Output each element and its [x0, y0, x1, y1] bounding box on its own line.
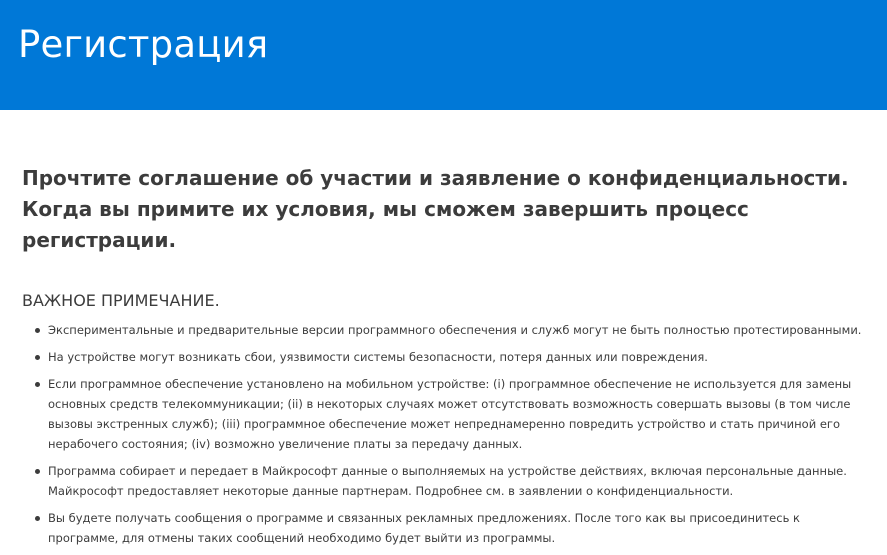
- list-item: [0, 508, 887, 548]
- list-item: [0, 374, 887, 454]
- page-header: [0, 0, 887, 110]
- list-item-text: Если программное обеспечение установлено на мобильном устройстве: (i) программное обеспечение не используется для замены основных средств телекоммуникации; (ii) в некоторых случаях может отсутствовать возможность совершать вызовы (в том числе вызовы экстренных служб); (iii) программное обеспечение может непреднамеренно повредить устройство и стать причиной его нерабочего состояния; (iv) возможно увеличение платы за передачу данных.: [48, 377, 852, 451]
- bullet-icon: [35, 469, 40, 474]
- list-item-text: Вы будете получать сообщения о программе и связанных рекламных предложениях. После того как вы присоединитесь к программе, для отмены таких сообщений необходимо будет выйти из программы.: [48, 511, 800, 545]
- bullet-icon: [35, 355, 40, 360]
- bullet-icon: [35, 382, 40, 387]
- list-item: [0, 347, 887, 367]
- important-note-heading: ВАЖНОЕ ПРИМЕЧАНИЕ.: [22, 291, 220, 310]
- list-item-text: Программа собирает и передает в Майкрософт данные о выполняемых на устройстве действиях, включая персональные данные. Майкрософт предоставляет некоторые данные партнерам. Подробнее см. в заявлении о конфиденциальности.: [48, 464, 847, 498]
- intro-text: Прочтите соглашение об участии и заявление о конфиденциальности. Когда вы примите их условия, мы сможем завершить процесс регистрации.: [22, 166, 849, 252]
- list-item-text: На устройстве могут возникать сбои, уязвимости системы безопасности, потеря данных или повреждения.: [48, 350, 708, 364]
- list-item-text: Экспериментальные и предварительные версии программного обеспечения и служб могут не быть полностью протестированными.: [48, 323, 862, 337]
- bullet-icon: [35, 516, 40, 521]
- bullet-icon: [35, 328, 40, 333]
- page-title: Регистрация: [18, 23, 269, 66]
- list-item: [0, 320, 887, 340]
- list-item: [0, 461, 887, 501]
- important-note-list: [0, 320, 887, 555]
